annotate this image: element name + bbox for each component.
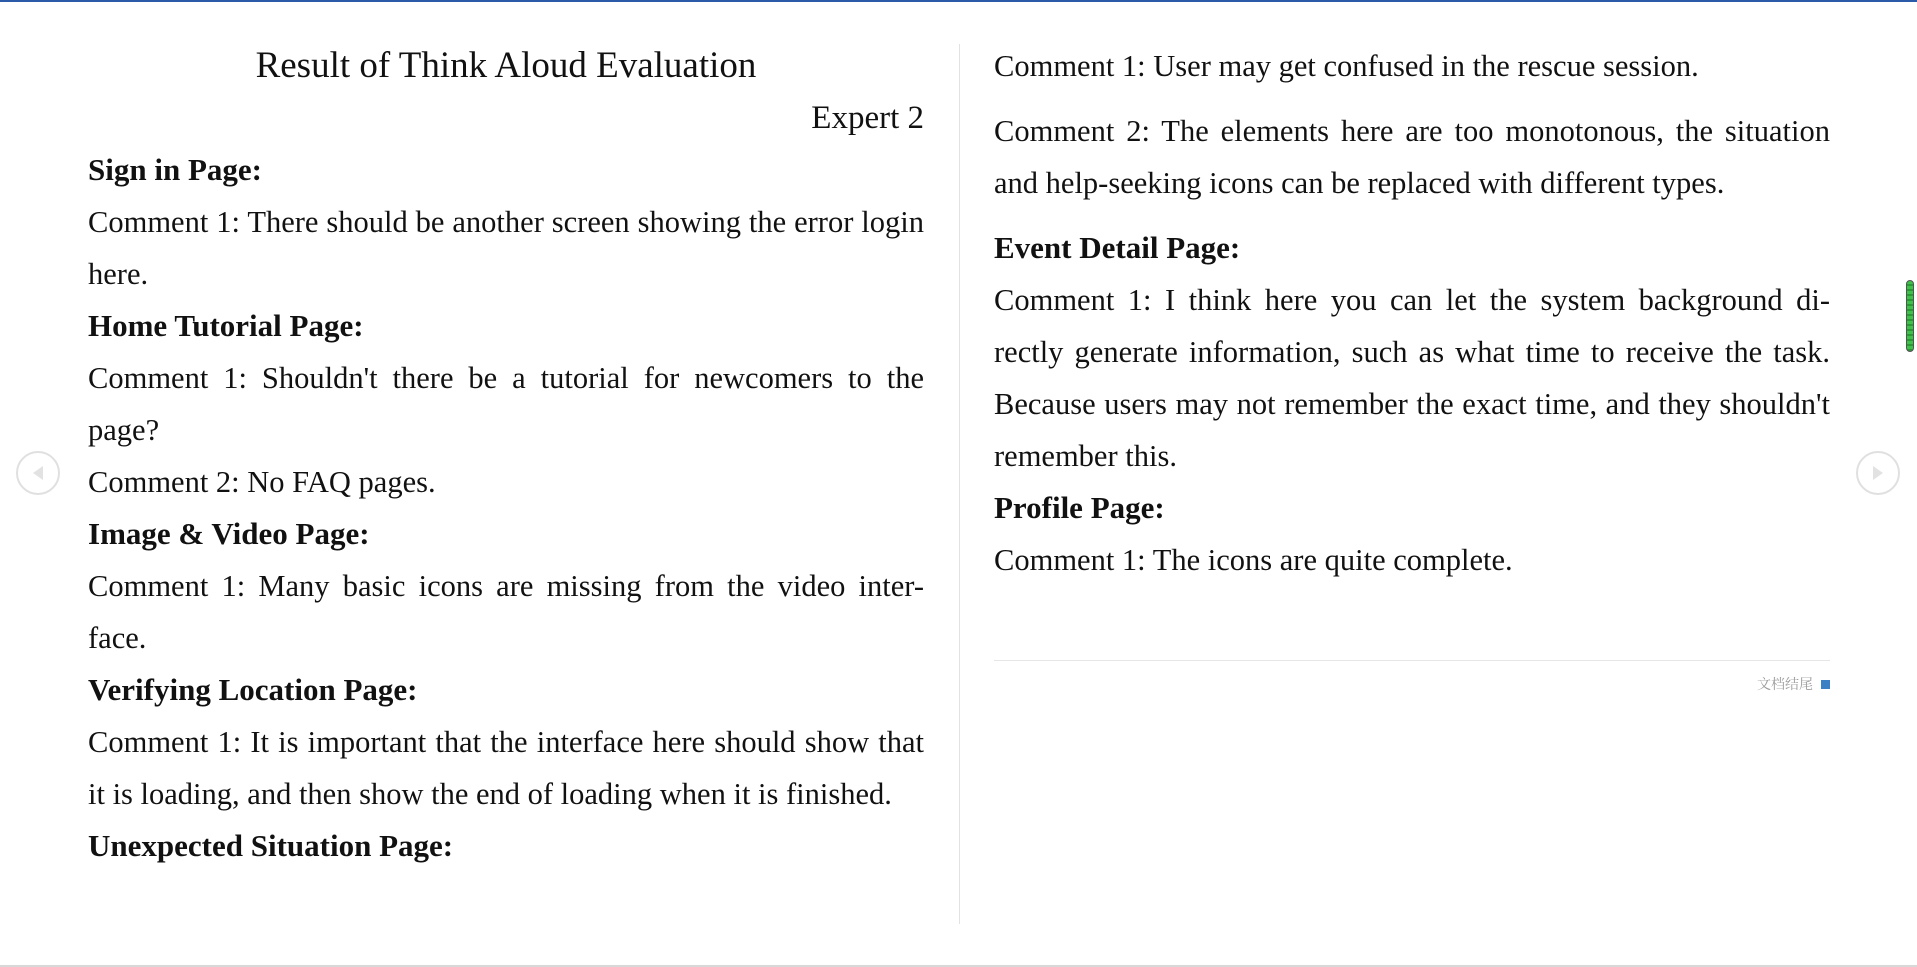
comment-paragraph: Comment 1: User may get confused in the rescue session.: [994, 49, 1699, 83]
comment-paragraph: Comment 1: The icons are quite complete.: [994, 543, 1513, 577]
comment-paragraph: Comment 1: It is important that the interface here should show that it is loading, and then show the end of loading when it is finished.: [88, 725, 924, 811]
chevron-right-icon: [1870, 464, 1886, 482]
comment-paragraph: Comment 1: I think here you can let the system background di-rectly generate information, such as what time to receive the task. Because users may not remember the exact time, and they shouldn't remember this.: [994, 283, 1830, 473]
comment-paragraph: Comment 1: Many basic icons are missing from the video inter-face.: [88, 569, 924, 655]
section-heading: Profile Page:: [994, 490, 1165, 525]
end-square-icon: [1821, 680, 1830, 689]
section-heading: Home Tutorial Page:: [88, 308, 364, 343]
comment-paragraph: Comment 2: The elements here are too monotonous, the situation and help-seeking icons can be replaced with different types.: [994, 114, 1830, 200]
chevron-left-icon: [30, 464, 46, 482]
section-heading: Sign in Page:: [88, 152, 262, 187]
comment-paragraph: Comment 1: There should be another screen showing the error login here.: [88, 205, 924, 291]
document-subtitle: Expert 2: [811, 100, 924, 136]
left-page: [88, 40, 924, 872]
scrollbar-thumb[interactable]: [1906, 280, 1914, 352]
end-of-document-marker: [1720, 674, 1830, 694]
section-heading: Verifying Location Page:: [88, 672, 418, 707]
document-title: Result of Think Aloud Evaluation: [255, 45, 757, 86]
end-of-document-label: 文档结尾: [1757, 677, 1813, 693]
section-heading: Unexpected Situation Page:: [88, 828, 454, 863]
comment-paragraph: Comment 2: No FAQ pages.: [88, 465, 436, 499]
comment-paragraph: Comment 1: Shouldn't there be a tutorial for newcomers to the page?: [88, 361, 924, 447]
section-heading: Event Detail Page:: [994, 230, 1241, 265]
end-of-document-rule: [994, 660, 1830, 661]
top-border: [0, 0, 1917, 2]
section-heading: Image & Video Page:: [88, 516, 370, 551]
right-page: [994, 40, 1830, 586]
prev-page-button[interactable]: [16, 451, 60, 495]
page-divider: [959, 44, 960, 924]
next-page-button[interactable]: [1856, 451, 1900, 495]
